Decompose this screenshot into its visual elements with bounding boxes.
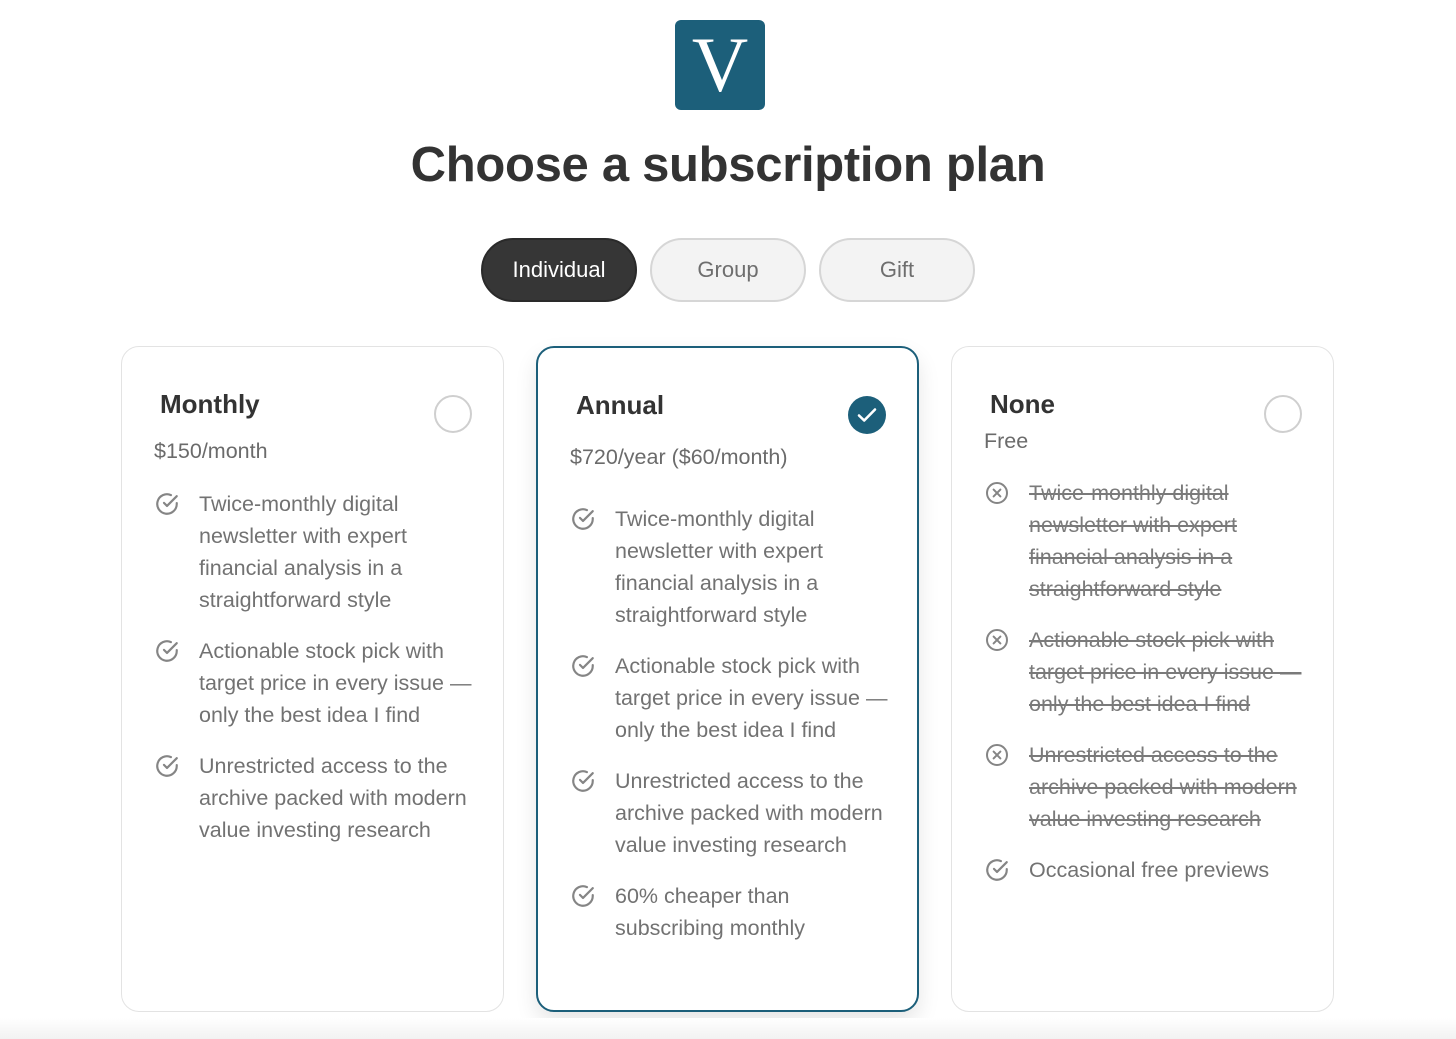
check-circle-icon <box>154 491 180 517</box>
plan-type-tabs <box>0 238 1456 302</box>
plan-radio-annual[interactable] <box>848 396 886 434</box>
publication-logo <box>675 20 765 110</box>
plan-card-annual[interactable] <box>536 346 919 1012</box>
feature-text: Twice-monthly digital newsletter with expert financial analysis in a straightforward style <box>615 507 823 627</box>
feature-list <box>984 477 1313 905</box>
feature-item <box>570 650 897 746</box>
plan-radio-monthly[interactable] <box>434 395 472 433</box>
feature-item <box>570 503 897 631</box>
plan-radio-none[interactable] <box>1264 395 1302 433</box>
check-circle-icon <box>570 506 596 532</box>
feature-item <box>570 880 897 944</box>
page-title: Choose a subscription plan <box>410 138 1046 192</box>
x-circle-icon <box>985 481 1009 505</box>
feature-list <box>570 503 897 963</box>
plan-card-monthly[interactable] <box>121 346 504 1012</box>
feature-item <box>154 488 483 616</box>
plan-name: Annual <box>576 390 665 420</box>
plan-price: Free <box>984 429 1029 453</box>
check-circle-icon <box>570 883 596 909</box>
feature-text: Unrestricted access to the archive packed with modern value investing research <box>199 754 467 842</box>
plan-card-none[interactable] <box>951 346 1334 1012</box>
feature-text: 60% cheaper than subscribing monthly <box>615 884 806 940</box>
feature-text: Twice-monthly digital newsletter with expert financial analysis in a straightforward style <box>1029 481 1237 601</box>
feature-text: Actionable stock pick with target price in every issue —only the best idea I find <box>1029 628 1302 716</box>
check-circle-icon <box>570 768 596 794</box>
page-bottom-fade <box>0 1018 1456 1039</box>
feature-item <box>154 750 483 846</box>
feature-item <box>984 624 1313 720</box>
feature-item <box>154 635 483 731</box>
tab-individual[interactable]: Individual <box>481 238 637 302</box>
plan-name: Monthly <box>160 389 260 419</box>
x-circle-icon <box>985 743 1009 767</box>
feature-item <box>570 765 897 861</box>
feature-list <box>154 488 483 865</box>
check-circle-icon <box>570 653 596 679</box>
check-circle-icon <box>984 857 1010 883</box>
feature-text: Unrestricted access to the archive packed with modern value investing research <box>1029 743 1297 831</box>
plan-name: None <box>990 389 1055 419</box>
feature-text: Actionable stock pick with target price in every issue —only the best idea I find <box>199 639 472 727</box>
feature-item <box>984 854 1313 886</box>
feature-text: Twice-monthly digital newsletter with expert financial analysis in a straightforward style <box>199 492 407 612</box>
feature-text: Occasional free previews <box>1029 858 1270 882</box>
tab-gift[interactable]: Gift <box>819 238 975 302</box>
x-circle-icon <box>985 628 1009 652</box>
plan-price: $720/year ($60/month) <box>570 445 788 469</box>
check-circle-icon <box>154 638 180 664</box>
feature-item <box>984 477 1313 605</box>
feature-item <box>984 739 1313 835</box>
check-circle-icon <box>154 753 180 779</box>
feature-text: Actionable stock pick with target price in every issue —only the best idea I find <box>615 654 888 742</box>
feature-text: Unrestricted access to the archive packed with modern value investing research <box>615 769 883 857</box>
logo-letter: V <box>691 21 749 108</box>
checkmark-icon <box>857 407 877 423</box>
tab-group[interactable]: Group <box>650 238 806 302</box>
plan-price: $150/month <box>154 439 268 463</box>
